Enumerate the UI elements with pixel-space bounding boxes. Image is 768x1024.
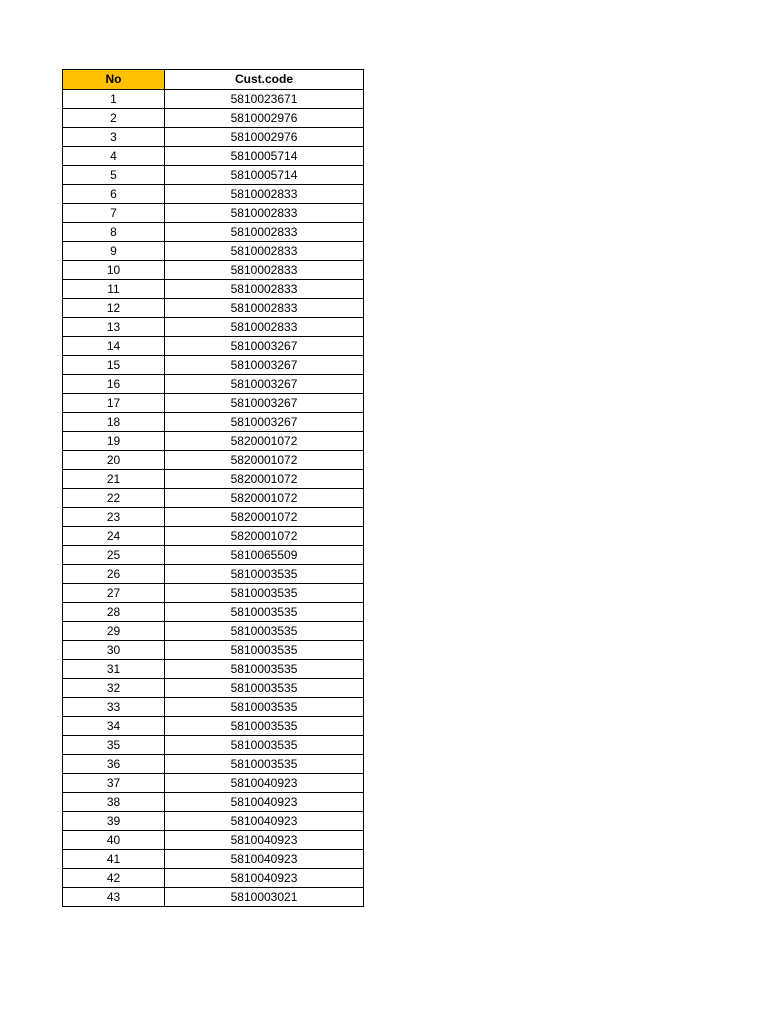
table-row bbox=[63, 565, 364, 584]
table-row bbox=[63, 318, 364, 337]
cell-cust-code: 5820001072 bbox=[165, 527, 364, 546]
cell-no: 2 bbox=[63, 109, 165, 128]
cell-no: 26 bbox=[63, 565, 165, 584]
table-row bbox=[63, 603, 364, 622]
cell-cust-code: 5810003535 bbox=[165, 755, 364, 774]
table-row bbox=[63, 717, 364, 736]
cell-no: 40 bbox=[63, 831, 165, 850]
table-row bbox=[63, 584, 364, 603]
cell-cust-code: 5810003535 bbox=[165, 565, 364, 584]
cell-cust-code: 5810002976 bbox=[165, 109, 364, 128]
table-row bbox=[63, 641, 364, 660]
cell-no: 41 bbox=[63, 850, 165, 869]
cell-no: 13 bbox=[63, 318, 165, 337]
cell-cust-code: 5810003535 bbox=[165, 641, 364, 660]
cell-cust-code: 5810003267 bbox=[165, 375, 364, 394]
table-row bbox=[63, 413, 364, 432]
table-row bbox=[63, 508, 364, 527]
cell-no: 10 bbox=[63, 261, 165, 280]
cell-no: 36 bbox=[63, 755, 165, 774]
table-row bbox=[63, 356, 364, 375]
cell-cust-code: 5810003535 bbox=[165, 584, 364, 603]
cell-no: 33 bbox=[63, 698, 165, 717]
cell-cust-code: 5810003267 bbox=[165, 394, 364, 413]
cell-no: 39 bbox=[63, 812, 165, 831]
cell-cust-code: 5810003267 bbox=[165, 413, 364, 432]
cell-no: 15 bbox=[63, 356, 165, 375]
cell-no: 17 bbox=[63, 394, 165, 413]
table-row bbox=[63, 850, 364, 869]
cell-cust-code: 5810065509 bbox=[165, 546, 364, 565]
table-row bbox=[63, 261, 364, 280]
cell-cust-code: 5810005714 bbox=[165, 147, 364, 166]
cell-cust-code: 5810023671 bbox=[165, 90, 364, 109]
table-row bbox=[63, 280, 364, 299]
cell-no: 19 bbox=[63, 432, 165, 451]
header-row bbox=[63, 70, 364, 90]
cell-cust-code: 5810005714 bbox=[165, 166, 364, 185]
cell-no: 8 bbox=[63, 223, 165, 242]
table-row bbox=[63, 204, 364, 223]
cell-cust-code: 5810002976 bbox=[165, 128, 364, 147]
cell-no: 3 bbox=[63, 128, 165, 147]
cell-no: 22 bbox=[63, 489, 165, 508]
table-row bbox=[63, 831, 364, 850]
cell-no: 20 bbox=[63, 451, 165, 470]
cell-cust-code: 5810003535 bbox=[165, 603, 364, 622]
table-row bbox=[63, 90, 364, 109]
table-row bbox=[63, 432, 364, 451]
cell-cust-code: 5810002833 bbox=[165, 223, 364, 242]
table-row bbox=[63, 242, 364, 261]
cell-cust-code: 5810040923 bbox=[165, 793, 364, 812]
cell-cust-code: 5810002833 bbox=[165, 204, 364, 223]
cell-no: 31 bbox=[63, 660, 165, 679]
table-row bbox=[63, 546, 364, 565]
cell-no: 23 bbox=[63, 508, 165, 527]
cell-no: 21 bbox=[63, 470, 165, 489]
table-row bbox=[63, 888, 364, 907]
table-row bbox=[63, 698, 364, 717]
cell-no: 37 bbox=[63, 774, 165, 793]
cell-cust-code: 5810003535 bbox=[165, 717, 364, 736]
cell-cust-code: 5820001072 bbox=[165, 432, 364, 451]
table-row bbox=[63, 394, 364, 413]
table-row bbox=[63, 451, 364, 470]
cell-cust-code: 5810040923 bbox=[165, 831, 364, 850]
table-row bbox=[63, 660, 364, 679]
cell-no: 6 bbox=[63, 185, 165, 204]
table-body bbox=[63, 90, 364, 907]
customer-code-table bbox=[62, 69, 364, 907]
cell-no: 11 bbox=[63, 280, 165, 299]
table-row bbox=[63, 736, 364, 755]
table-row bbox=[63, 527, 364, 546]
cell-cust-code: 5810003267 bbox=[165, 356, 364, 375]
cell-cust-code: 5810003021 bbox=[165, 888, 364, 907]
table-row bbox=[63, 679, 364, 698]
cell-cust-code: 5810002833 bbox=[165, 261, 364, 280]
table-row bbox=[63, 793, 364, 812]
cell-no: 4 bbox=[63, 147, 165, 166]
cell-no: 30 bbox=[63, 641, 165, 660]
spreadsheet-page bbox=[62, 69, 364, 907]
cell-no: 24 bbox=[63, 527, 165, 546]
cell-no: 16 bbox=[63, 375, 165, 394]
cell-cust-code: 5810040923 bbox=[165, 774, 364, 793]
cell-cust-code: 5810040923 bbox=[165, 850, 364, 869]
cell-cust-code: 5810002833 bbox=[165, 242, 364, 261]
table-row bbox=[63, 223, 364, 242]
cell-no: 14 bbox=[63, 337, 165, 356]
cell-no: 38 bbox=[63, 793, 165, 812]
cell-cust-code: 5810003535 bbox=[165, 660, 364, 679]
cell-cust-code: 5820001072 bbox=[165, 489, 364, 508]
cell-cust-code: 5810002833 bbox=[165, 318, 364, 337]
cell-no: 25 bbox=[63, 546, 165, 565]
cell-cust-code: 5810040923 bbox=[165, 812, 364, 831]
table-row bbox=[63, 109, 364, 128]
cell-no: 9 bbox=[63, 242, 165, 261]
cell-no: 18 bbox=[63, 413, 165, 432]
cell-cust-code: 5810002833 bbox=[165, 299, 364, 318]
table-row bbox=[63, 166, 364, 185]
cell-no: 5 bbox=[63, 166, 165, 185]
cell-no: 32 bbox=[63, 679, 165, 698]
cell-no: 34 bbox=[63, 717, 165, 736]
table-row bbox=[63, 755, 364, 774]
cell-cust-code: 5810040923 bbox=[165, 869, 364, 888]
cell-no: 1 bbox=[63, 90, 165, 109]
cell-no: 7 bbox=[63, 204, 165, 223]
cell-no: 12 bbox=[63, 299, 165, 318]
cell-no: 35 bbox=[63, 736, 165, 755]
cell-no: 28 bbox=[63, 603, 165, 622]
cell-no: 42 bbox=[63, 869, 165, 888]
table-row bbox=[63, 337, 364, 356]
cell-cust-code: 5820001072 bbox=[165, 470, 364, 489]
cell-cust-code: 5810003535 bbox=[165, 736, 364, 755]
cell-cust-code: 5810002833 bbox=[165, 280, 364, 299]
table-row bbox=[63, 774, 364, 793]
cell-no: 43 bbox=[63, 888, 165, 907]
column-header-cust-code: Cust.code bbox=[165, 70, 364, 90]
table-row bbox=[63, 299, 364, 318]
cell-cust-code: 5810003267 bbox=[165, 337, 364, 356]
cell-no: 27 bbox=[63, 584, 165, 603]
table-row bbox=[63, 489, 364, 508]
cell-no: 29 bbox=[63, 622, 165, 641]
table-row bbox=[63, 812, 364, 831]
table-row bbox=[63, 622, 364, 641]
cell-cust-code: 5820001072 bbox=[165, 451, 364, 470]
cell-cust-code: 5820001072 bbox=[165, 508, 364, 527]
cell-cust-code: 5810003535 bbox=[165, 679, 364, 698]
cell-cust-code: 5810003535 bbox=[165, 698, 364, 717]
table-row bbox=[63, 869, 364, 888]
table-row bbox=[63, 185, 364, 204]
table-row bbox=[63, 128, 364, 147]
table-row bbox=[63, 147, 364, 166]
cell-cust-code: 5810002833 bbox=[165, 185, 364, 204]
table-row bbox=[63, 375, 364, 394]
column-header-no: No bbox=[63, 70, 165, 90]
cell-cust-code: 5810003535 bbox=[165, 622, 364, 641]
table-row bbox=[63, 470, 364, 489]
